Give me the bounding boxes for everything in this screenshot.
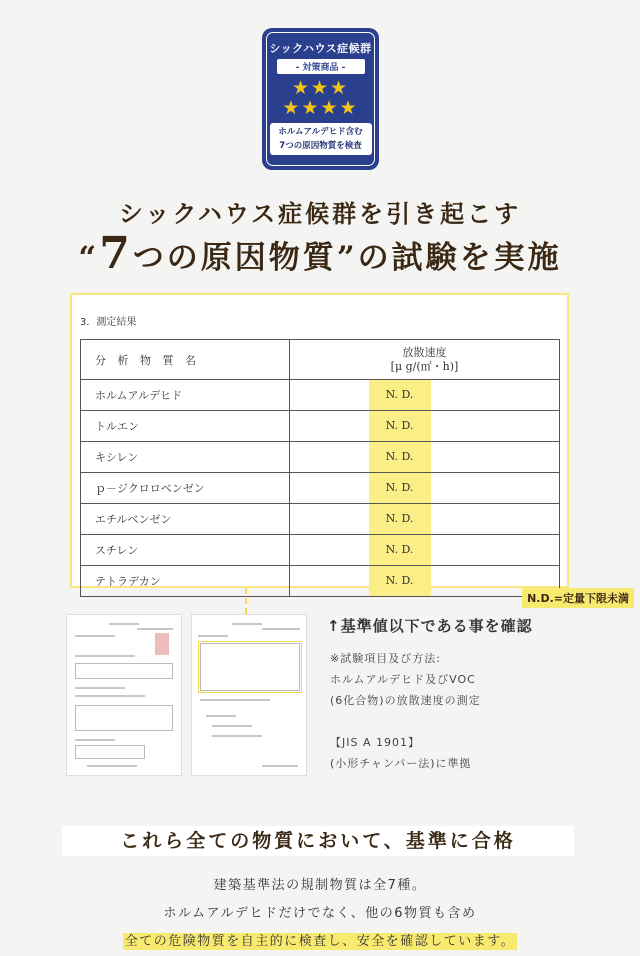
method-line1: ※試験項目及び方法: [330, 652, 441, 665]
table-row [81, 473, 560, 504]
badge-subtitle: - 対策商品 - [277, 59, 365, 74]
rate-value: N. D. [369, 504, 431, 534]
report-thumbnail-cover [66, 614, 182, 776]
badge-frame [266, 32, 375, 166]
substance-name: ｐ－ジクロロベンゼン [81, 473, 290, 504]
pass-banner: これら全ての物質において、基準に合格 [62, 826, 574, 856]
bottom-line3: 全ての危険物質を自主的に検査し、安全を確認しています。 [124, 934, 516, 949]
badge-note-line1: ホルムアルデヒド含む [278, 127, 363, 137]
method-line4: 【JIS A 1901】 [330, 736, 420, 749]
report-thumbnail-results [191, 614, 307, 776]
headline-line1: シックハウス症候群を引き起こす [118, 199, 522, 228]
table-row [81, 380, 560, 411]
nd-note: N.D.=定量下限未満 [522, 588, 634, 608]
badge-note [270, 123, 372, 155]
rate-value: N. D. [369, 442, 431, 472]
table-row [81, 566, 560, 597]
header-rate-line1: 放散速度 [402, 345, 447, 359]
confirm-title: ↑基準値以下である事を確認 [327, 617, 533, 635]
badge-stars-bottom: ★★★★ [282, 97, 359, 119]
measurement-result-box [70, 293, 569, 588]
badge-title: シックハウス症候群 [269, 42, 372, 55]
dashed-connector [245, 588, 247, 614]
headline-number: 7 [99, 228, 133, 279]
rate-value: N. D. [369, 473, 431, 503]
substance-name: ホルムアルデヒド [81, 380, 290, 411]
table-row [81, 504, 560, 535]
substance-name: スチレン [81, 535, 290, 566]
header-substance: 分 析 物 質 名 [81, 340, 290, 380]
table-row [81, 411, 560, 442]
bottom-line2: ホルムアルデヒドだけでなく、他の6物質も含め [163, 906, 477, 921]
rate-value: N. D. [369, 566, 431, 596]
bottom-line1: 建築基準法の規制物質は全7種。 [213, 878, 427, 893]
substance-name: エチルベンゼン [81, 504, 290, 535]
header-rate [290, 340, 560, 380]
headline-mid: つの原因物質 [132, 240, 337, 276]
headline-quote-open: “ [78, 240, 100, 276]
headline-line2 [0, 228, 640, 279]
substance-name: キシレン [81, 442, 290, 473]
method-line5: (小形チャンバー法)に準拠 [330, 757, 472, 770]
header-rate-line2: [μ g/(㎡・h)] [390, 359, 459, 373]
bottom-description [0, 872, 640, 956]
section-label: 3．測定結果 [80, 317, 137, 328]
table-header-row [81, 340, 560, 380]
test-method [330, 648, 481, 774]
rate-value: N. D. [369, 411, 431, 441]
seal-stamp-icon [155, 633, 169, 655]
substance-name: トルエン [81, 411, 290, 442]
rate-value: N. D. [369, 535, 431, 565]
result-table [80, 339, 560, 597]
rate-value: N. D. [369, 380, 431, 410]
badge-stars-top: ★★★ [291, 77, 350, 99]
substance-name: テトラデカン [81, 566, 290, 597]
table-row [81, 535, 560, 566]
headline-quote-close: ” [336, 240, 358, 276]
method-line3: (6化合物)の放散速度の測定 [330, 694, 481, 707]
headline-rest: の試験を実施 [357, 240, 562, 276]
badge-note-line2: 7つの原因物質を検査 [279, 141, 362, 151]
sick-house-badge [262, 28, 379, 170]
method-line2: ホルムアルデヒド及びVOC [330, 673, 476, 686]
table-row [81, 442, 560, 473]
